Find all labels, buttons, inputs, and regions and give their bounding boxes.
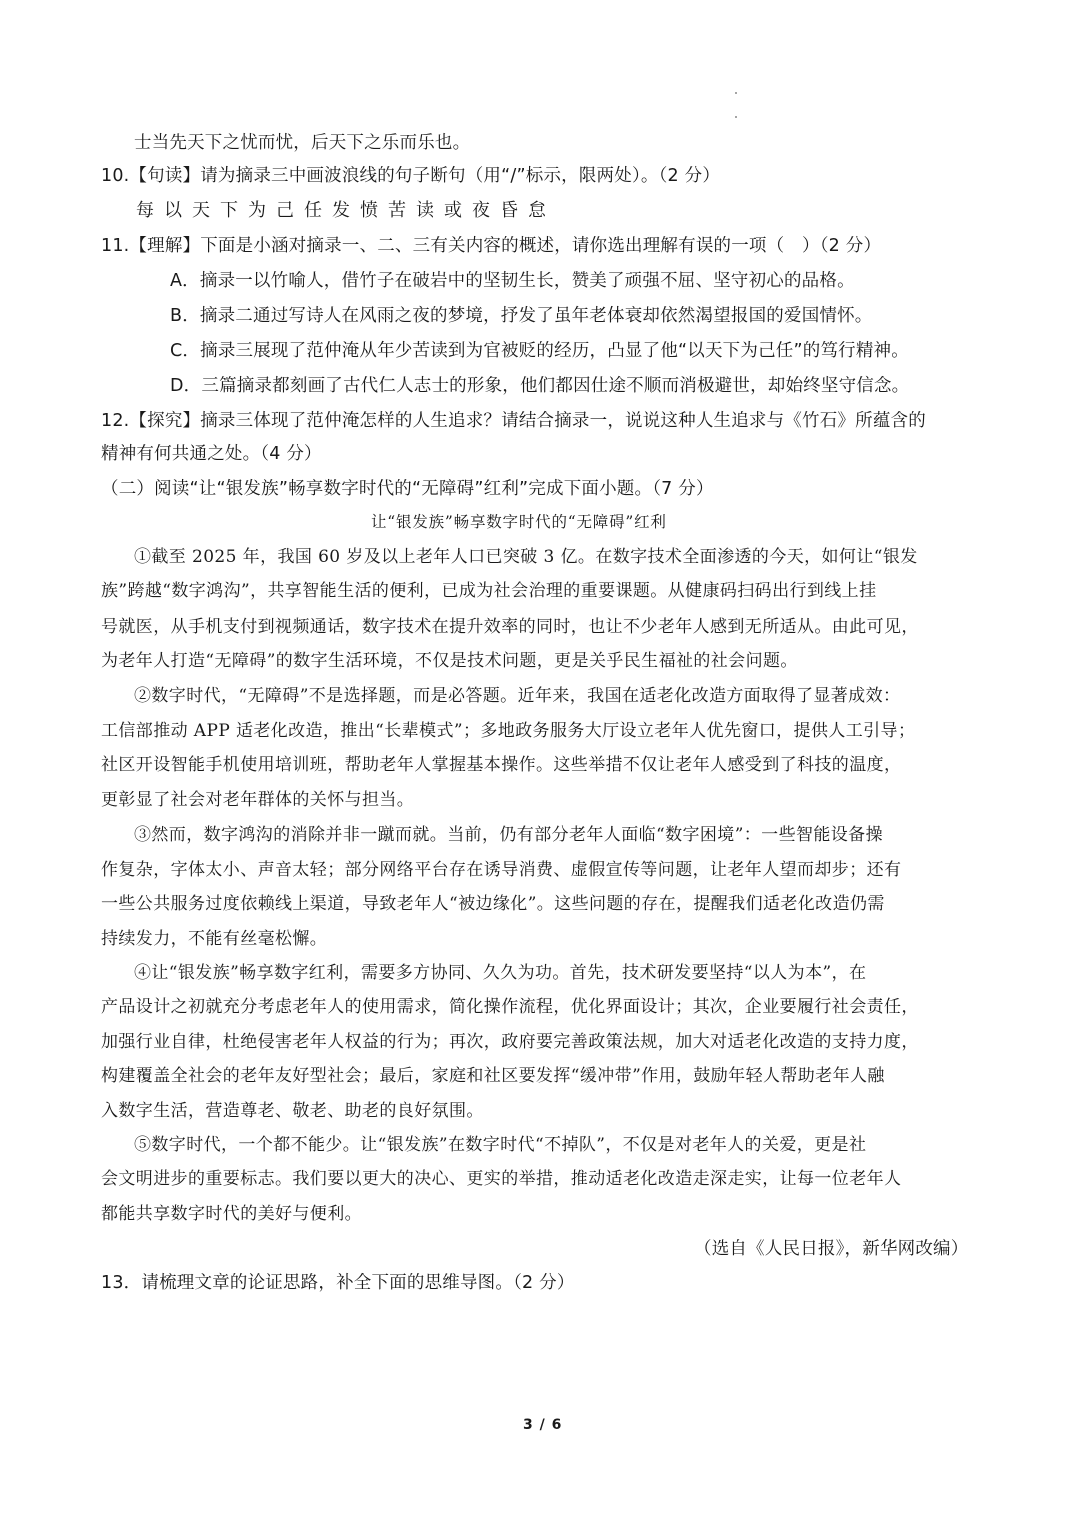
paragraph-3: 一些公共服务过度依赖线上渠道，导致老年人“被边缘化”。这些问题的存在，提醒我们适老化改造仍需 <box>101 894 885 914</box>
source-citation: （选自《人民日报》，新华网改编） <box>694 1239 969 1259</box>
question-10: 10.【句读】请为摘录三中画波浪线的句子断句（用“/”标示，限两处）。（2 分） <box>101 166 721 186</box>
paragraph-5: ⑤数字时代，一个都不能少。让“银发族”在数字时代“不掉队”，不仅是对老年人的关爱，更是社 <box>134 1135 867 1155</box>
paragraph-2: ②数字时代，“无障碍”不是选择题，而是必答题。近年来，我国在适老化改造方面取得了显著成效： <box>134 686 901 706</box>
question-13: 13．请梳理文章的论证思路，补全下面的思维导图。（2 分） <box>101 1273 575 1293</box>
paragraph-2: 社区开设智能手机使用培训班，帮助老年人掌握基本操作。这些举措不仅让老年人感受到了科技的温度， <box>101 755 902 775</box>
paragraph-1: 为老年人打造“无障碍”的数字生活环境，不仅是技术问题，更是关乎民生福祉的社会问题。 <box>101 651 798 671</box>
scan-speck <box>735 92 737 94</box>
paragraph-4: 构建覆盖全社会的老年友好型社会；最后，家庭和社区要发挥“缓冲带”作用，鼓励年轻人帮助老年人融 <box>101 1066 885 1086</box>
scan-speck <box>735 116 737 118</box>
question-12: 12.【探究】摘录三体现了范仲淹怎样的人生追求？请结合摘录一，说说这种人生追求与《竹石》所蕴含的 <box>101 411 926 431</box>
page-number: 3 / 6 <box>523 1417 563 1433</box>
option-a: A．摘录一以竹喻人，借竹子在破岩中的坚韧生长，赞美了顽强不屈、坚守初心的品格。 <box>170 271 855 291</box>
paragraph-4: 产品设计之初就充分考虑老年人的使用需求，简化操作流程，优化界面设计；其次，企业要履行社会责任， <box>101 997 919 1017</box>
paragraph-5: 会文明进步的重要标志。我们要以更大的决心、更实的举措，推动适老化改造走深走实，让每一位老年人 <box>101 1169 902 1189</box>
option-c: C．摘录三展现了范仲淹从年少苦读到为官被贬的经历，凸显了他“以天下为己任”的笃行精神。 <box>170 341 909 361</box>
paragraph-1: ①截至 2025 年，我国 60 岁及以上老年人口已突破 3 亿。在数字技术全面渗透的今天，如何让“银发 <box>134 547 918 567</box>
punctuation-sentence: 每以天下为己任发愤苦读或夜昏怠 <box>136 200 556 221</box>
question-12-cont: 精神有何共通之处。（4 分） <box>101 444 322 464</box>
paragraph-4: 入数字生活，营造尊老、敬老、助老的良好氛围。 <box>101 1101 484 1121</box>
paragraph-3: 持续发力，不能有丝毫松懈。 <box>101 929 328 949</box>
article-title: 让“银发族”畅享数字时代的“无障碍”红利 <box>371 513 667 531</box>
paragraph-3: ③然而，数字鸿沟的消除并非一蹴而就。当前，仍有部分老年人面临“数字困境”：一些智能设备操 <box>134 825 883 845</box>
excerpt-closing-line: 士当先天下之忧而忧，后天下之乐而乐也。 <box>134 133 471 153</box>
question-11: 11.【理解】下面是小涵对摘录一、二、三有关内容的概述，请你选出理解有误的一项（ ）（2 分） <box>101 236 882 256</box>
paragraph-2: 工信部推动 APP 适老化改造，推出“长辈模式”；多地政务服务大厅设立老年人优先窗口，提供人工引导； <box>101 721 916 741</box>
paragraph-4: ④让“银发族”畅享数字红利，需要多方协同、久久为功。首先，技术研发要坚持“以人为本”，在 <box>134 963 867 983</box>
paragraph-2: 更彰显了社会对老年群体的关怀与担当。 <box>101 790 415 810</box>
paragraph-1: 族”跨越“数字鸿沟”，共享智能生活的便利，已成为社会治理的重要课题。从健康码扫码出行到线上挂 <box>101 581 877 601</box>
paragraph-1: 号就医，从手机支付到视频通话，数字技术在提升效率的同时，也让不少老年人感到无所适从。由此可见， <box>101 617 919 637</box>
option-b: B．摘录二通过写诗人在风雨之夜的梦境，抒发了虽年老体衰却依然渴望报国的爱国情怀。 <box>170 306 873 326</box>
paragraph-3: 作复杂，字体太小、声音太轻；部分网络平台存在诱导消费、虚假宣传等问题，让老年人望而却步；还有 <box>101 860 902 880</box>
paragraph-5: 都能共享数字时代的美好与便利。 <box>101 1204 362 1224</box>
option-d: D．三篇摘录都刻画了古代仁人志士的形象，他们都因仕途不顺而消极避世，却始终坚守信念。 <box>170 376 910 396</box>
section-heading: （二）阅读“让“银发族”畅享数字时代的“无障碍”红利”完成下面小题。（7 分） <box>101 479 714 499</box>
paragraph-4: 加强行业自律，杜绝侵害老年人权益的行为；再次，政府要完善政策法规，加大对适老化改造的支持力度， <box>101 1032 919 1052</box>
